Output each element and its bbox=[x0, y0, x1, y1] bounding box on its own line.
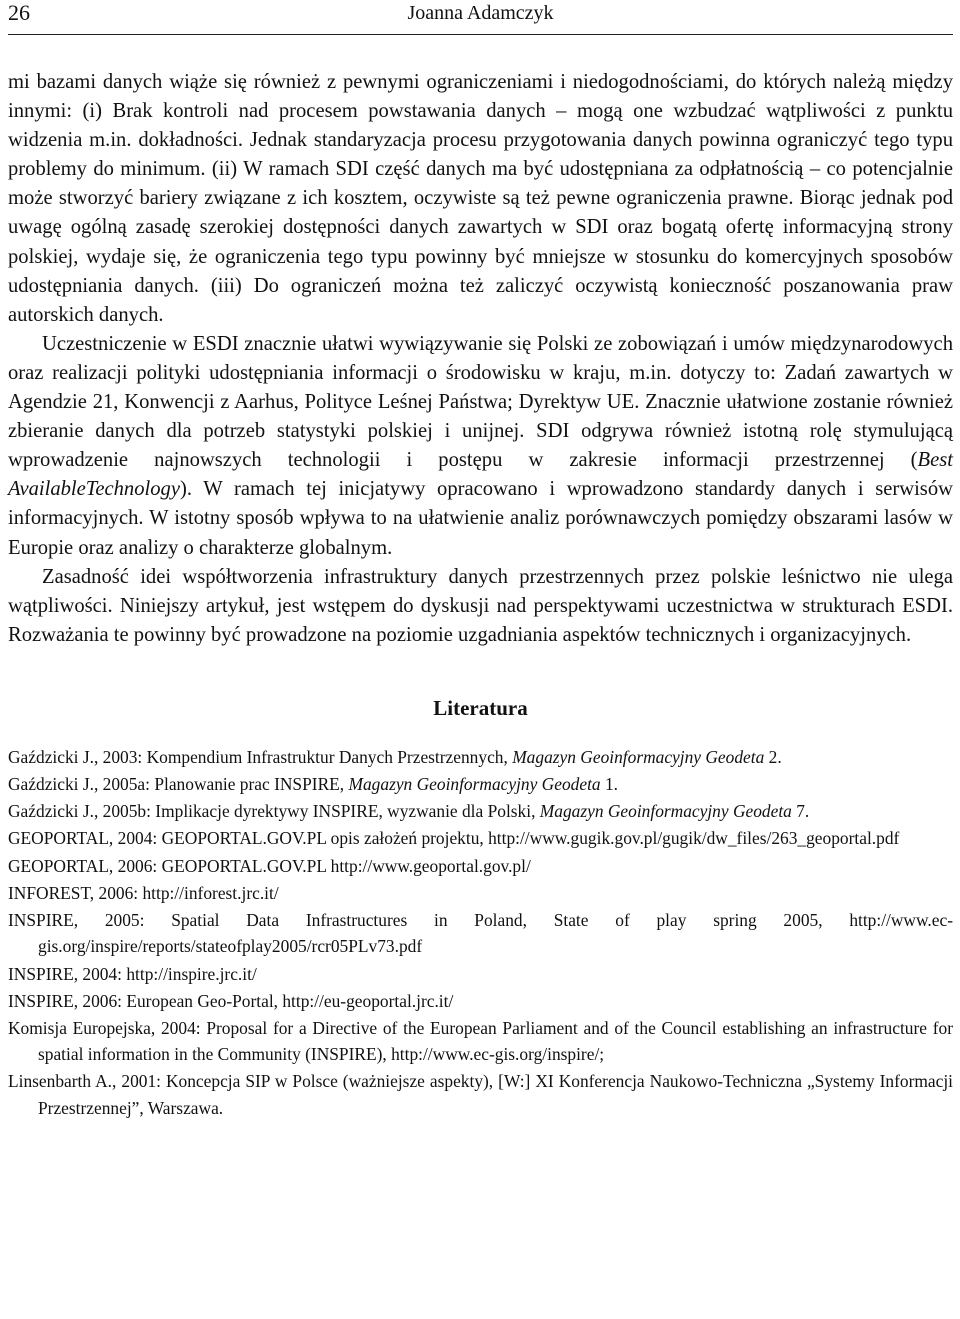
reference-issue: 1. bbox=[600, 774, 618, 795]
reference-text: Gaździcki J., 2005a: Planowanie prac INSPIRE, bbox=[8, 774, 349, 795]
reference-item: INSPIRE, 2005: Spatial Data Infrastructures in Poland, State of play spring 2005, http://www.ec-gis.org/inspire/reports/stateofplay2005/rcr05PLv73.pdf bbox=[8, 910, 953, 957]
reference-journal: Magazyn Geoinformacyjny Geodeta bbox=[348, 774, 601, 795]
running-header-author: Joanna Adamczyk bbox=[407, 2, 554, 24]
page-number: 26 bbox=[8, 0, 30, 25]
reference-list bbox=[8, 744, 953, 1121]
reference-item: GEOPORTAL, 2006: GEOPORTAL.GOV.PL http://www.geoportal.gov.pl/ bbox=[8, 855, 531, 876]
reference-text: Gaździcki J., 2003: Kompendium Infrastruktur Danych Przestrzennych, bbox=[8, 746, 513, 767]
reference-item bbox=[8, 798, 953, 824]
paragraph-2-text-b: ). W ramach tej inicjatywy opracowano i wprowadzono standardy danych i serwisów informacyjnych. W istotny sposób wpływa to na ułatwienie analiz porównawczych pomiędzy obszarami lasów w Europie oraz analizy o charakterze globalnym. bbox=[8, 478, 953, 559]
reference-text: Gaździcki J., 2005b: Implikacje dyrektywy INSPIRE, wyzwanie dla Polski, bbox=[8, 801, 540, 822]
paragraph-1: mi bazami danych wiąże się również z pewnymi ograniczeniami i niedogodnościami, do których należą między innymi: (i) Brak kontroli nad procesem powstawania danych – mogą one wzbudzać wątpliwości z punktu widzenia m.in. dokładności. Jednak standaryzacja procesu przygotowania danych powinna ograniczyć tego typu problemy do minimum. (ii) W ramach SDI część danych ma być udostępniana za odpłatnością – co potencjalnie może stworzyć bariery związane z ich kosztem, oczywiste są też pewne ograniczenia prawne. Biorąc jednak pod uwagę ogólną zasadę szerokiej dostępności danych zawartych w SDI oraz bogatą ofertę informacyjną strony polskiej, wydaje się, że ograniczenia tego typu powinny być mniejsze w stosunku do komercyjnych sposobów udostępniania danych. (iii) Do ograniczeń można też zaliczyć oczywistą konieczność poszanowania praw autorskich danych. bbox=[8, 71, 953, 326]
reference-item: GEOPORTAL, 2004: GEOPORTAL.GOV.PL opis założeń projektu, http://www.gugik.gov.pl/gugik/dw_files/263_geoportal.pdf bbox=[8, 828, 900, 849]
reference-item: Linsenbarth A., 2001: Koncepcja SIP w Polsce (ważniejsze aspekty), [W:] XI Konferencja Naukowo-Techniczna „Systemy Informacji Przestrzennej”, Warszawa. bbox=[8, 1071, 953, 1118]
paragraph-2 bbox=[8, 330, 953, 563]
reference-item: INFOREST, 2006: http://inforest.jrc.it/ bbox=[8, 882, 279, 903]
literature-heading: Literatura bbox=[433, 695, 528, 720]
reference-item bbox=[8, 744, 953, 770]
reference-journal: Magazyn Geoinformacyjny Geodeta bbox=[512, 746, 765, 767]
reference-issue: 7. bbox=[791, 801, 810, 822]
reference-issue: 2. bbox=[764, 746, 782, 767]
paragraph-2-text-a: Uczestniczenie w ESDI znacznie ułatwi wywiązywanie się Polski ze zobowiązań i umów międzynarodowych oraz realizacji polityki udostępniania informacji o środowisku w kraju, m.in. dotyczy to: Zadań zawartych w Agendzie 21, Konwencji z Aarhus, Polityce Leśnej Państwa; Dyrektyw UE. Znacznie ułatwione zostanie również zbieranie danych dla potrzeb statystyki polskiej i unijnej. SDI odgrywa również istotną rolę stymulującą wprowadzenie najnowszych technologii i postępu w zakresie informacji przestrzennej ( bbox=[8, 332, 953, 472]
running-header bbox=[8, 0, 953, 35]
paragraph-2-italic-term: Best AvailableTechnology bbox=[8, 449, 953, 501]
reference-journal: Magazyn Geoinformacyjny Geodeta bbox=[539, 801, 792, 822]
reference-item: INSPIRE, 2004: http://inspire.jrc.it/ bbox=[8, 963, 257, 984]
body-text bbox=[8, 68, 953, 650]
paragraph-3: Zasadność idei współtworzenia infrastruktury danych przestrzennych przez polskie leśnictwo nie ulega wątpliwości. Niniejszy artykuł, jest wstępem do dyskusji nad perspektywami uczestnictwa w strukturach ESDI. Rozważania te powinny być prowadzone na poziomie uzgadniania aspektów technicznych i organizacyjnych. bbox=[8, 565, 953, 646]
reference-item: Komisja Europejska, 2004: Proposal for a Directive of the European Parliament and of the Council establishing an infrastructure for spatial information in the Community (INSPIRE), http://www.ec-gis.org/inspire/; bbox=[8, 1017, 953, 1065]
reference-item: INSPIRE, 2006: European Geo-Portal, http://eu-geoportal.jrc.it/ bbox=[8, 990, 454, 1011]
reference-item bbox=[8, 771, 953, 797]
